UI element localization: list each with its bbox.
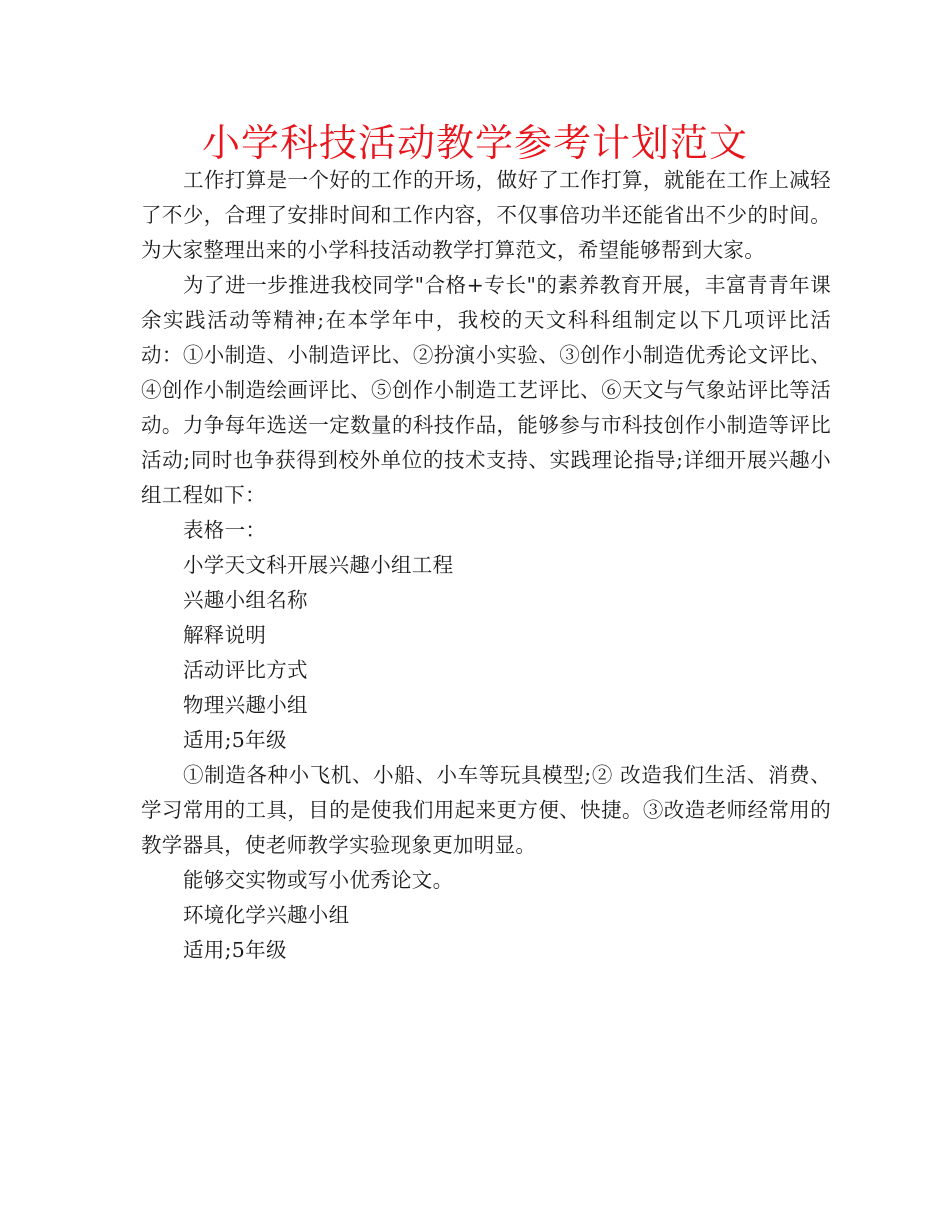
document-title: 小学科技活动教学参考计划范文 (201, 121, 748, 165)
group-name-chemistry: 环境化学兴趣小组 (183, 903, 350, 927)
group-grade-physics: 适用;5年级 (183, 728, 287, 752)
group-name-physics: 物理兴趣小组 (183, 693, 308, 717)
table-header-group-name: 兴趣小组名称 (183, 588, 308, 612)
table-title: 小学天文科开展兴趣小组工程 (183, 553, 454, 577)
table-caption: 表格一： (183, 518, 267, 542)
table-header-description: 解释说明 (183, 623, 267, 647)
group-grade-chemistry: 适用;5年级 (183, 938, 287, 962)
document-body (141, 163, 831, 968)
group-evaluation-physics: 能够交实物或写小优秀论文。 (183, 868, 454, 892)
intro-paragraph: 工作打算是一个好的工作的开场，做好了工作打算，就能在工作上减轻了不少，合理了安排时间和工作内容，不仅事倍功半还能省出不少的时间。为大家整理出来的小学科技活动教学打算范文，希望能够帮到大家。 (141, 168, 831, 262)
plan-paragraph: 为了进一步推进我校同学"合格+专长"的素养教育开展，丰富青青年课余实践活动等精神;在本学年中，我校的天文科科组制定以下几项评比活动：①小制造、小制造评比、②扮演小实验、③创作小制造优秀论文评比、④创作小制造绘画评比、⑤创作小制造工艺评比、⑥天文与气象站评比等活动。力争每年选送一定数量的科技作品，能够参与市科技创作小制造等评比活动;同时也争获得到校外单位的技术支持、实践理论指导;详细开展兴趣小组工程如下： (141, 273, 831, 507)
table-header-evaluation: 活动评比方式 (183, 658, 308, 682)
group-description-physics: ①制造各种小飞机、小船、小车等玩具模型;② 改造我们生活、消费、学习常用的工具，目的是使我们用起来更方便、快捷。③改造老师经常用的教学器具，使老师教学实验现象更加明显。 (141, 763, 831, 857)
